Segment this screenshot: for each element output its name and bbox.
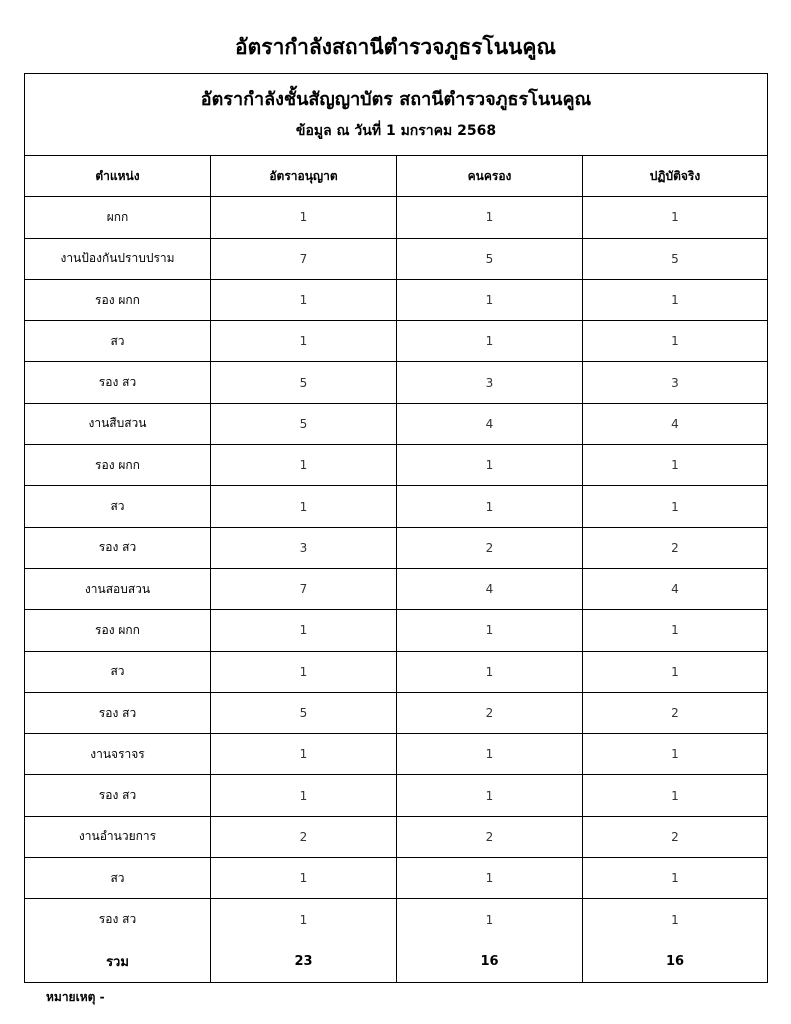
cell-actual: 2 bbox=[671, 540, 679, 555]
total-allowed: 23 bbox=[211, 941, 397, 982]
cell-allowed: 3 bbox=[211, 528, 397, 568]
cell-holding: 2 bbox=[397, 528, 583, 568]
cell-allowed: 1 bbox=[211, 899, 397, 940]
column-header-row bbox=[25, 156, 767, 197]
cell-position: งานอำนวยการ bbox=[25, 817, 211, 857]
cell-actual: 1 bbox=[671, 293, 679, 308]
table-row bbox=[25, 528, 767, 569]
page-title: อัตรากำลังสถานีตำรวจภูธรโนนคูณ bbox=[235, 35, 556, 59]
cell-actual: 2 bbox=[671, 706, 679, 720]
cell-actual: 1 bbox=[671, 458, 679, 473]
cell-holding: 1 bbox=[397, 652, 583, 692]
cell-actual: 3 bbox=[671, 375, 679, 390]
cell-position: รอง สว bbox=[25, 775, 211, 815]
cell-holding: 4 bbox=[397, 404, 583, 444]
table-title: อัตรากำลังชั้นสัญญาบัตร สถานีตำรวจภูธรโนนคูณ bbox=[200, 89, 592, 110]
cell-holding: 1 bbox=[397, 775, 583, 815]
cell-holding: 2 bbox=[397, 693, 583, 733]
cell-actual: 2 bbox=[671, 829, 679, 844]
table-row bbox=[25, 569, 767, 610]
cell-position: สว bbox=[25, 858, 211, 898]
cell-holding: 1 bbox=[397, 858, 583, 898]
cell-position: สว bbox=[25, 652, 211, 692]
cell-actual: 1 bbox=[671, 788, 679, 803]
table-row bbox=[25, 404, 767, 445]
cell-allowed: 7 bbox=[211, 239, 397, 279]
cell-actual: 1 bbox=[671, 912, 679, 927]
cell-holding: 1 bbox=[397, 899, 583, 940]
staffing-table bbox=[24, 73, 768, 983]
column-header-actual: ปฏิบัติจริง bbox=[649, 168, 701, 183]
cell-allowed: 1 bbox=[211, 321, 397, 361]
cell-holding: 1 bbox=[397, 486, 583, 526]
footnote: หมายเหตุ - bbox=[46, 990, 105, 1004]
table-subtitle: ข้อมูล ณ วันที่ 1 มกราคม 2568 bbox=[295, 123, 497, 139]
cell-allowed: 5 bbox=[211, 404, 397, 444]
cell-allowed: 1 bbox=[211, 734, 397, 774]
table-row bbox=[25, 239, 767, 280]
table-row bbox=[25, 280, 767, 321]
column-header-position: ตำแหน่ง bbox=[25, 156, 211, 196]
cell-actual: 1 bbox=[671, 210, 679, 225]
cell-position: รอง สว bbox=[25, 362, 211, 402]
cell-holding: 1 bbox=[397, 321, 583, 361]
cell-position: รอง สว bbox=[25, 693, 211, 733]
cell-position: งานป้องกันปราบปราม bbox=[25, 239, 211, 279]
cell-holding: 5 bbox=[397, 239, 583, 279]
cell-position: งานจราจร bbox=[25, 734, 211, 774]
table-body bbox=[25, 197, 767, 940]
table-row bbox=[25, 899, 767, 940]
cell-allowed: 7 bbox=[211, 569, 397, 609]
cell-holding: 1 bbox=[397, 610, 583, 650]
cell-position: รอง ผกก bbox=[25, 610, 211, 650]
cell-holding: 1 bbox=[397, 445, 583, 485]
cell-actual: 1 bbox=[671, 334, 679, 349]
cell-actual: 4 bbox=[671, 416, 679, 431]
cell-position: รอง สว bbox=[25, 528, 211, 568]
cell-holding: 2 bbox=[397, 817, 583, 857]
cell-holding: 1 bbox=[397, 280, 583, 320]
cell-actual: 1 bbox=[671, 499, 679, 514]
table-row bbox=[25, 652, 767, 693]
cell-allowed: 1 bbox=[211, 280, 397, 320]
cell-actual: 5 bbox=[671, 251, 679, 266]
cell-allowed: 1 bbox=[211, 445, 397, 485]
cell-allowed: 1 bbox=[211, 610, 397, 650]
cell-holding: 1 bbox=[397, 734, 583, 774]
cell-position: งานสอบสวน bbox=[25, 569, 211, 609]
table-row bbox=[25, 610, 767, 651]
cell-position: ผกก bbox=[25, 197, 211, 237]
cell-actual: 1 bbox=[671, 871, 679, 886]
cell-position: สว bbox=[25, 321, 211, 361]
table-row bbox=[25, 775, 767, 816]
cell-allowed: 5 bbox=[211, 362, 397, 402]
table-row bbox=[25, 197, 767, 238]
cell-position: รอง ผกก bbox=[25, 280, 211, 320]
cell-position: รอง ผกก bbox=[25, 445, 211, 485]
cell-actual: 1 bbox=[671, 623, 679, 638]
cell-actual: 4 bbox=[671, 582, 679, 597]
cell-holding: 1 bbox=[397, 197, 583, 237]
cell-position: สว bbox=[25, 486, 211, 526]
cell-allowed: 2 bbox=[211, 817, 397, 857]
cell-allowed: 1 bbox=[211, 858, 397, 898]
cell-allowed: 1 bbox=[211, 486, 397, 526]
total-row bbox=[25, 941, 767, 982]
total-label: รวม bbox=[25, 941, 211, 982]
cell-actual: 1 bbox=[671, 747, 679, 762]
cell-position: รอง สว bbox=[25, 899, 211, 940]
cell-holding: 4 bbox=[397, 569, 583, 609]
table-row bbox=[25, 734, 767, 775]
table-row bbox=[25, 362, 767, 403]
cell-allowed: 1 bbox=[211, 197, 397, 237]
cell-position: งานสืบสวน bbox=[25, 404, 211, 444]
column-header-allowed: อัตราอนุญาต bbox=[211, 156, 397, 196]
cell-allowed: 5 bbox=[211, 693, 397, 733]
cell-actual: 1 bbox=[671, 664, 679, 679]
cell-holding: 3 bbox=[397, 362, 583, 402]
table-row bbox=[25, 321, 767, 362]
cell-allowed: 1 bbox=[211, 775, 397, 815]
table-row bbox=[25, 693, 767, 734]
total-holding: 16 bbox=[397, 941, 583, 982]
table-row bbox=[25, 445, 767, 486]
total-actual: 16 bbox=[665, 953, 685, 969]
table-header bbox=[25, 74, 767, 156]
table-row bbox=[25, 817, 767, 858]
column-header-holding: คนครอง bbox=[397, 156, 583, 196]
cell-allowed: 1 bbox=[211, 652, 397, 692]
table-row bbox=[25, 486, 767, 527]
table-row bbox=[25, 858, 767, 899]
